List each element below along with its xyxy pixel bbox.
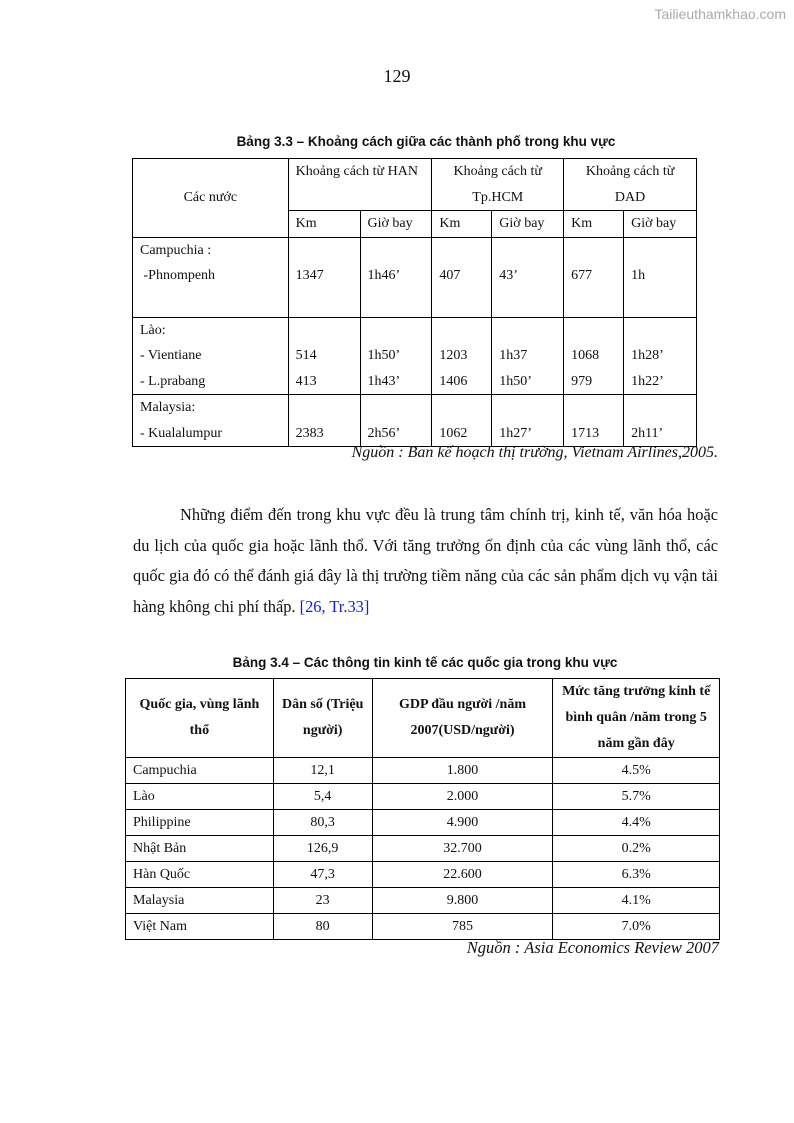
- cell-population: 80,3: [273, 810, 372, 836]
- table-row: [126, 836, 720, 862]
- table-row: [126, 862, 720, 888]
- cell-gdp: 1.800: [372, 758, 553, 784]
- cell-value: 1h37: [499, 348, 528, 363]
- city-name: -Phnompenh: [140, 268, 216, 283]
- cell-value: 2h56’: [367, 425, 401, 441]
- city-name: - Kualalumpur: [140, 425, 223, 441]
- cell-country: Việt Nam: [126, 914, 274, 940]
- cell-value: 514: [295, 348, 317, 363]
- page-number: 129: [383, 66, 411, 86]
- cell-country: Malaysia: [126, 888, 274, 914]
- cell-value: 1068: [571, 348, 600, 363]
- watermark: Tailieuthamkhao.com: [654, 6, 786, 22]
- table1-source: Nguồn : Ban kế hoạch thị trường, Vietnam Airlines,2005.: [351, 444, 718, 461]
- country-name: Campuchia :: [140, 242, 212, 258]
- table2-caption: Bảng 3.4 – Các thông tin kinh tế các quốc gia trong khu vực: [232, 655, 618, 670]
- cell-growth: 7.0%: [553, 914, 720, 940]
- country-col-header: Các nước: [133, 159, 289, 238]
- table-row: [126, 758, 720, 784]
- distance-table: [132, 158, 697, 447]
- cell-population: 5,4: [273, 784, 372, 810]
- cell-country: Nhật Bản: [126, 836, 274, 862]
- cell-value: 1h50’: [367, 348, 401, 363]
- cell-value: 1h22’: [631, 373, 664, 389]
- cell-gdp: 32.700: [372, 836, 553, 862]
- hours-header: Giờ bay: [360, 211, 432, 238]
- cell-country: Campuchia: [126, 758, 274, 784]
- cell-growth: 0.2%: [553, 836, 720, 862]
- table-row: [126, 888, 720, 914]
- hours-header: Giờ bay: [492, 211, 564, 238]
- cell-growth: 5.7%: [553, 784, 720, 810]
- cell-value: 1h46’: [367, 268, 401, 283]
- table-header-row: [126, 679, 720, 758]
- cell-value: 2h11’: [631, 425, 664, 441]
- header-growth: Mức tăng trưởng kinh tế bình quân /năm trong 5 năm gần đây: [553, 679, 720, 758]
- km-header: Km: [564, 211, 624, 238]
- cell-growth: 4.1%: [553, 888, 720, 914]
- paragraph-text: Những điểm đến trong khu vực đều là trung tâm chính trị, kinh tế, văn hóa hoặc du lịch của quốc gia hoặc lãnh thổ. Với tăng trưởng ổn định của các vùng lãnh thổ, các quốc gia đó có thể đánh giá đây là thị trường tiềm năng của các sản phẩm dịch vụ vận tải hàng không chi phí thấp.: [133, 505, 718, 616]
- km-header: Km: [288, 211, 360, 238]
- header-population: Dân số (Triệu người): [273, 679, 372, 758]
- cell-population: 47,3: [273, 862, 372, 888]
- cell-value: 1062: [439, 425, 468, 441]
- citation-link[interactable]: [26, Tr.33]: [299, 596, 370, 616]
- cell-value: 979: [571, 373, 593, 389]
- cell-value: 677: [571, 268, 593, 283]
- cell-gdp: 2.000: [372, 784, 553, 810]
- cell-country: Hàn Quốc: [126, 862, 274, 888]
- cell-gdp: 9.800: [372, 888, 553, 914]
- cell-value: 1347: [295, 268, 324, 283]
- cell-country: Lào: [126, 784, 274, 810]
- country-name: Malaysia:: [140, 400, 196, 415]
- cell-country: Philippine: [126, 810, 274, 836]
- cell-value: 2383: [295, 425, 324, 441]
- cell-value: 1h28’: [631, 348, 664, 363]
- group-header-han: Khoảng cách từ HAN: [288, 159, 432, 211]
- cell-population: 12,1: [273, 758, 372, 784]
- city-name: - L.prabang: [140, 373, 206, 389]
- table1-caption: Bảng 3.3 – Khoảng cách giữa các thành phố trong khu vực: [236, 134, 616, 149]
- cell-value: 1h: [631, 268, 646, 283]
- table-row: [133, 395, 697, 447]
- body-paragraph: [133, 500, 718, 622]
- cell-population: 23: [273, 888, 372, 914]
- cell-value: 1713: [571, 425, 600, 441]
- cell-population: 126,9: [273, 836, 372, 862]
- group-header-hcm: Khoảng cách từ Tp.HCM: [432, 159, 564, 211]
- group-header-dad: Khoảng cách từ DAD: [564, 159, 697, 211]
- cell-value: 1h43’: [367, 373, 401, 389]
- cell-value: 1h50’: [499, 373, 532, 389]
- cell-value: 1406: [439, 373, 468, 389]
- cell-value: 1203: [439, 348, 468, 363]
- km-header: Km: [432, 211, 492, 238]
- cell-value: 43’: [499, 268, 518, 283]
- cell-value: 1h27’: [499, 425, 532, 441]
- economic-table: [125, 678, 720, 940]
- cell-gdp: 4.900: [372, 810, 553, 836]
- table-row: [126, 810, 720, 836]
- table-row: [133, 317, 697, 395]
- cell-growth: 4.5%: [553, 758, 720, 784]
- table2-source: Nguồn : Asia Economics Review 2007: [466, 938, 719, 957]
- hours-header: Giờ bay: [624, 211, 697, 238]
- cell-gdp: 785: [372, 914, 553, 940]
- cell-population: 80: [273, 914, 372, 940]
- cell-gdp: 22.600: [372, 862, 553, 888]
- header-country: Quốc gia, vùng lãnh thổ: [126, 679, 274, 758]
- table-row: [126, 914, 720, 940]
- country-name: Lào:: [140, 322, 166, 338]
- cell-growth: 4.4%: [553, 810, 720, 836]
- cell-value: 407: [439, 268, 461, 283]
- cell-growth: 6.3%: [553, 862, 720, 888]
- table-row: [126, 784, 720, 810]
- cell-value: 413: [295, 373, 317, 389]
- city-name: - Vientiane: [140, 348, 202, 363]
- header-gdp: GDP đầu người /năm 2007(USD/người): [372, 679, 553, 758]
- table-row: [133, 237, 697, 317]
